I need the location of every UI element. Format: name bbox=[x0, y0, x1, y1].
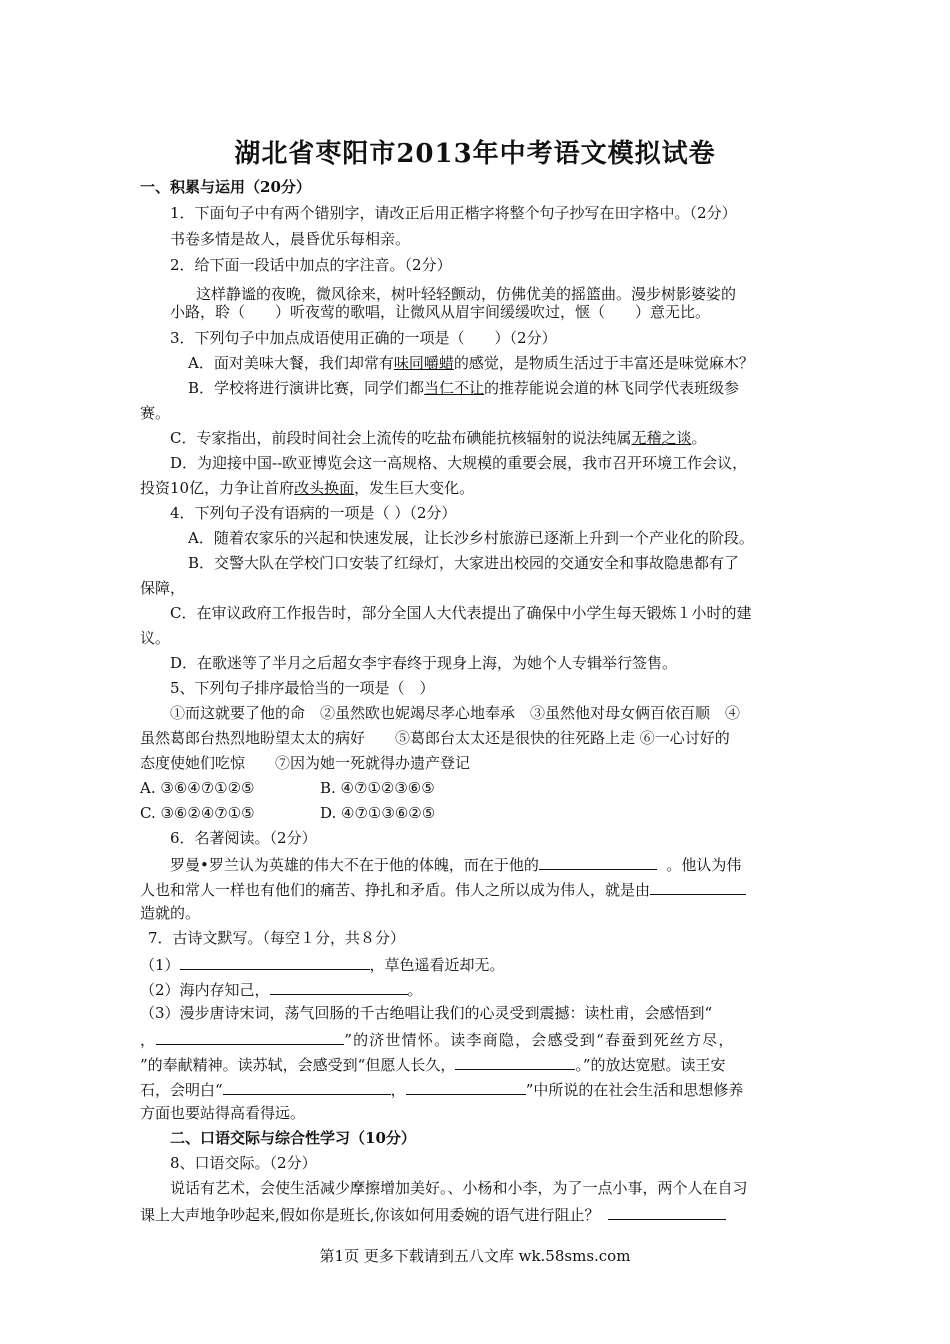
q7-part3-line2-text: ”的济世情怀。读李商隐，会感受到“春蚕到死丝方尽， bbox=[344, 1031, 735, 1049]
section-2-heading: 二、口语交际与综合性学习（10分） bbox=[170, 1129, 416, 1147]
q3-option-a bbox=[188, 353, 754, 374]
q3-c-text-end: 。 bbox=[691, 429, 707, 447]
q8-line1: 说话有艺术，会使生活减少摩擦增加美好。、小杨和小李，为了一点小事，两个人在自习 bbox=[170, 1179, 748, 1197]
q4-option-a: A．随着农家乐的兴起和快速发展，让长沙乡村旅游已逐渐上升到一个产业化的阶段。 bbox=[188, 529, 754, 547]
q2-passage-line1: 这样静谧的夜晚，微风徐来，树叶轻轻颤动，仿佛优美的摇篮曲。漫步树影婆娑的 bbox=[196, 285, 737, 303]
q7-part3-line4-text: 石，会明白“ bbox=[140, 1081, 223, 1099]
q5-sentences-line1: ①而这就要了他的命 ②虽然欧也妮竭尽孝心地奉承 ③虽然他对母女俩百依百顺 ④ bbox=[170, 704, 741, 722]
q1-stem: 1．下面句子中有两个错别字，请改正后用正楷字将整个句子抄写在田字格中。（2分） bbox=[170, 204, 737, 222]
q7-part3-line3 bbox=[140, 1053, 726, 1076]
q5-sentences-line3: 态度使她们吃惊 ⑦因为她一死就得办遗产登记 bbox=[140, 754, 471, 772]
q6-line2 bbox=[140, 878, 746, 901]
q4-option-b-cont: 保障， bbox=[140, 579, 186, 597]
q2-passage-line2: 小路，聆（ ）听夜莺的歌唱，让微风从眉宇间缓缓吹过，惬（ ）意无比。 bbox=[170, 303, 711, 321]
q3-option-d-cont bbox=[140, 478, 474, 499]
q7-blank-1[interactable] bbox=[180, 953, 370, 970]
q5-option-d: D. ④⑦①③⑥②⑤ bbox=[320, 804, 436, 822]
q6-line3: 造就的。 bbox=[140, 904, 201, 922]
q7-blank-3[interactable] bbox=[156, 1028, 344, 1045]
q7-part3-line3-end: 。”的放达宽慰。读王安 bbox=[575, 1056, 726, 1074]
q3-d-text-end: ，发生巨大变化。 bbox=[354, 479, 475, 497]
q7-stem: 7．古诗文默写。（每空１分，共８分） bbox=[148, 929, 406, 947]
q7-part2 bbox=[140, 978, 423, 1001]
q3-c-text: C．专家指出，前段时间社会上流传的吃盐布碘能抗核辐射的说法纯属 bbox=[170, 429, 632, 447]
q7-part3-line4-comma: ， bbox=[390, 1081, 406, 1099]
q3-option-d: D．为迎接中国--欧亚博览会这一高规格、大规模的重要会展，我市召开环境工作会议， bbox=[170, 454, 748, 472]
q5-option-b: B. ④⑦①②③⑥⑤ bbox=[320, 779, 435, 797]
q3-a-text-end: 的感觉，是物质生活过于丰富还是味觉麻木？ bbox=[453, 354, 754, 372]
page-footer: 第1页 更多下载请到五八文库 wk.58sms.com bbox=[319, 1247, 631, 1265]
q4-option-c: C．在审议政府工作报告时，部分全国人大代表提出了确保中小学生每天锻炼１小时的建 bbox=[170, 604, 752, 622]
q7-part3-line4-end: ”中所说的在社会生活和思想修养 bbox=[525, 1081, 744, 1099]
q7-part3-line5: 方面也要站得高看得远。 bbox=[140, 1104, 306, 1122]
q7-part3-line2 bbox=[140, 1028, 735, 1051]
q6-line1 bbox=[170, 853, 741, 876]
q4-option-b: B．交警大队在学校门口安装了红绿灯，大家进出校园的交通安全和事故隐患都有了 bbox=[188, 554, 740, 572]
q3-option-b-cont: 赛。 bbox=[140, 404, 171, 422]
q8-blank[interactable] bbox=[608, 1203, 726, 1220]
q3-b-text-end: 的推荐能说会道的林飞同学代表班级参 bbox=[484, 379, 740, 397]
q1-sentence: 书卷多情是故人，晨昏优乐每相亲。 bbox=[170, 230, 411, 248]
q7-part1 bbox=[140, 953, 505, 976]
q6-blank-1[interactable] bbox=[539, 853, 657, 870]
q7-part1-text: ，草色遥看近却无。 bbox=[369, 956, 505, 974]
q4-option-d: D．在歌迷等了半月之后超女李宇春终于现身上海，为她个人专辑举行签售。 bbox=[170, 654, 678, 672]
q3-b-idiom: 当仁不让 bbox=[424, 379, 485, 397]
q7-part2-text: （2）海内存知己， bbox=[140, 981, 270, 999]
q8-stem: 8、口语交际。（2分） bbox=[170, 1154, 317, 1172]
q7-part2-end: 。 bbox=[407, 981, 423, 999]
q5-stem: 5、下列句子排序最恰当的一项是（ ） bbox=[170, 679, 435, 697]
q5-option-a: A. ③⑥④⑦①②⑤ bbox=[140, 779, 255, 797]
q7-part3-line1: （3）漫步唐诗宋词，荡气回肠的千古绝唱让我们的心灵受到震撼：读杜甫，会感悟到“ bbox=[140, 1004, 713, 1022]
q7-part1-label: （1） bbox=[140, 956, 180, 974]
q7-blank-2[interactable] bbox=[270, 978, 408, 995]
q8-line2 bbox=[140, 1203, 726, 1226]
q4-stem: 4．下列句子没有语病的一项是（ ）（2分） bbox=[170, 504, 457, 522]
q3-option-b bbox=[188, 378, 739, 399]
q3-a-idiom: 味同嚼蜡 bbox=[393, 354, 454, 372]
q3-option-c bbox=[170, 428, 707, 449]
q3-a-text: A．面对美味大餐，我们却常有 bbox=[188, 354, 394, 372]
q4-option-c-cont: 议。 bbox=[140, 629, 171, 647]
q5-sentences-line2: 虽然葛郎台热烈地盼望太太的病好 ⑤葛郎台太太还是很快的往死路上走 ⑥一心讨好的 bbox=[140, 729, 730, 747]
q2-stem: 2．给下面一段话中加点的字注音。（2分） bbox=[170, 256, 452, 274]
q3-b-text: B．学校将进行演讲比赛，同学们都 bbox=[188, 379, 425, 397]
page-title: 湖北省枣阳市2013年中考语文模拟试卷 bbox=[234, 139, 716, 169]
section-1-heading: 一、积累与运用（20分） bbox=[140, 178, 311, 196]
q3-c-idiom: 无稽之谈 bbox=[631, 429, 692, 447]
q3-d-text: 投资10亿，力争让首府 bbox=[140, 479, 295, 497]
q7-part3-line2-start: ， bbox=[140, 1031, 157, 1049]
q7-part3-line3-text: ”的奉献精神。读苏轼，会感受到“但愿人长久， bbox=[140, 1056, 456, 1074]
q3-stem: 3．下列句子中加点成语使用正确的一项是（ ）（2分） bbox=[170, 329, 557, 347]
q6-line1-text: 罗曼•罗兰认为英雄的伟大不在于他的体魄，而在于他的 bbox=[170, 856, 539, 874]
q6-blank-2[interactable] bbox=[650, 878, 746, 895]
q7-blank-6[interactable] bbox=[406, 1078, 526, 1095]
q7-blank-5[interactable] bbox=[223, 1078, 391, 1095]
q5-option-c: C. ③⑥②④⑦①⑤ bbox=[140, 804, 255, 822]
q3-d-idiom: 改头换面 bbox=[294, 479, 355, 497]
q7-blank-4[interactable] bbox=[455, 1053, 575, 1070]
q8-line2-text: 课上大声地争吵起来,假如你是班长,你该如何用委婉的语气进行阻止？ bbox=[140, 1206, 600, 1224]
q7-part3-line4 bbox=[140, 1078, 743, 1101]
q6-line1-end: 。他认为伟 bbox=[666, 856, 742, 874]
q6-line2-text: 人也和常人一样也有他们的痛苦、挣扎和矛盾。伟人之所以成为伟人，就是由 bbox=[140, 881, 651, 899]
q6-stem: 6．名著阅读。（2分） bbox=[170, 829, 317, 847]
